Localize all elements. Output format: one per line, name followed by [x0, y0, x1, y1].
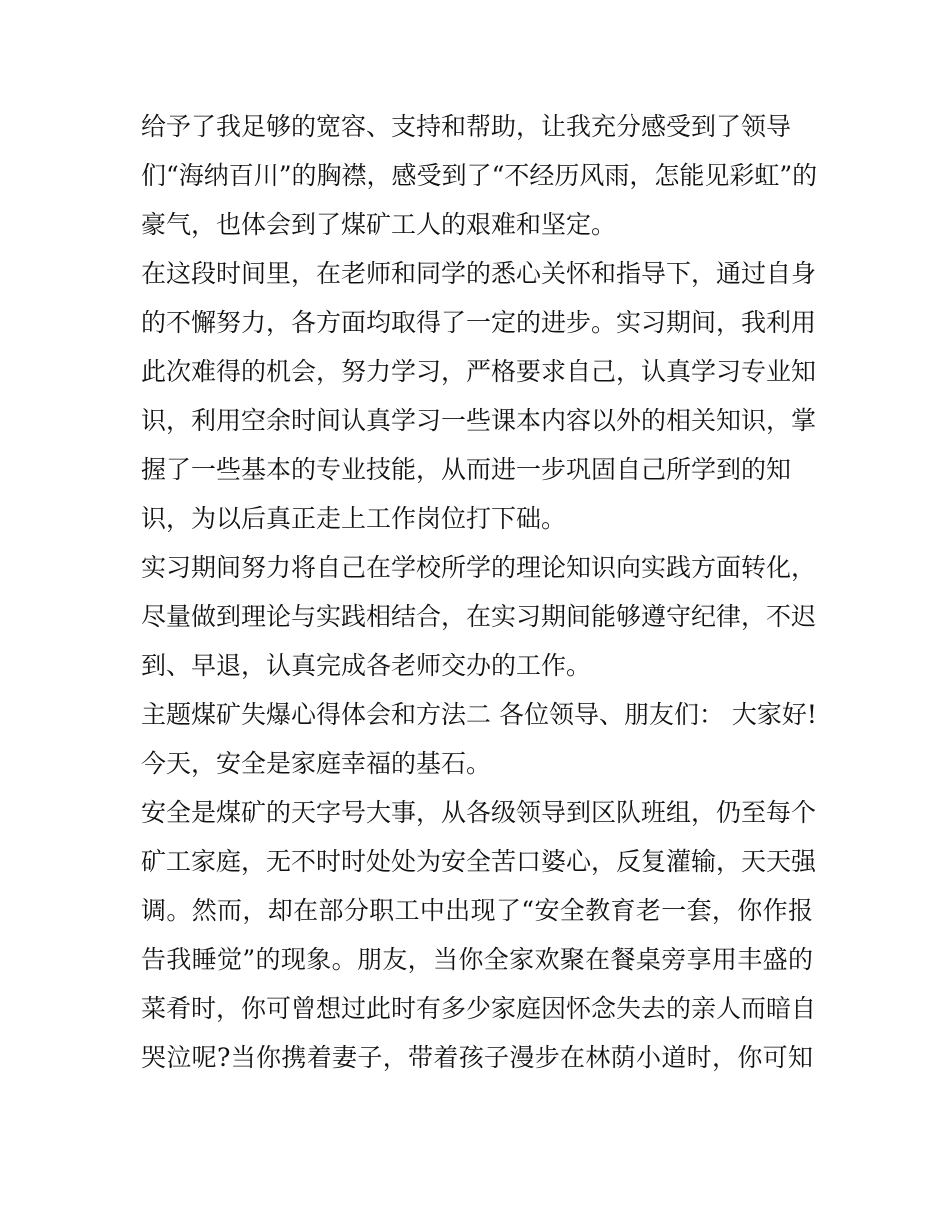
text-line: 告我睡觉”的现象。朋友，当你全家欢聚在餐桌旁享用丰盛的: [141, 945, 813, 974]
text-line: 给予了我足够的宽容、支持和帮助，让我充分感受到了领导: [141, 112, 792, 141]
text-line: 菜肴时，你可曾想过此时有多少家庭因怀念失去的亲人而暗自: [141, 994, 817, 1023]
text-line: 尽量做到理论与实践相结合，在实习期间能够遵守纪律，不迟: [141, 602, 817, 631]
text-line: 在这段时间里，在老师和同学的悉心关怀和指导下，通过自身: [141, 259, 817, 288]
text-line: 主题煤矿失爆心得体会和方法二 各位领导、朋友们： 大家好!: [141, 700, 817, 729]
text-line: 调。然而，却在部分职工中出现了“安全教育老一套，你作报: [141, 896, 813, 925]
text-line: 矿工家庭，无不时时处处为安全苦口婆心，反复灌输，天天强: [141, 847, 817, 876]
text-line: 到、早退，认真完成各老师交办的工作。: [141, 651, 592, 680]
document-body: [141, 102, 818, 1082]
text-line: 们“海纳百川”的胸襟，感受到了“不经历风雨，怎能见彩虹”的: [141, 161, 818, 190]
text-line: 此次难得的机会，努力学习，严格要求自己，认真学习专业知: [141, 357, 817, 386]
text-line: 的不懈努力，各方面均取得了一定的进步。实习期间，我利用: [141, 308, 817, 337]
text-line: 豪气，也体会到了煤矿工人的艰难和坚定。: [141, 210, 617, 239]
text-line: 实习期间努力将自己在学校所学的理论知识向实践方面转化，: [141, 553, 817, 582]
text-line: 握了一些基本的专业技能，从而进一步巩固自己所学到的知: [141, 455, 792, 484]
text-line: 识，利用空余时间认真学习一些课本内容以外的相关知识，掌: [141, 406, 817, 435]
text-line: 安全是煤矿的天字号大事，从各级领导到区队班组，仍至每个: [141, 798, 817, 827]
text-line: 识，为以后真正走上工作岗位打下础。: [141, 504, 567, 533]
text-line: 哭泣呢?当你携着妻子，带着孩子漫步在林荫小道时，你可知: [141, 1043, 813, 1072]
text-line: 今天，安全是家庭幸福的基石。: [141, 749, 492, 778]
